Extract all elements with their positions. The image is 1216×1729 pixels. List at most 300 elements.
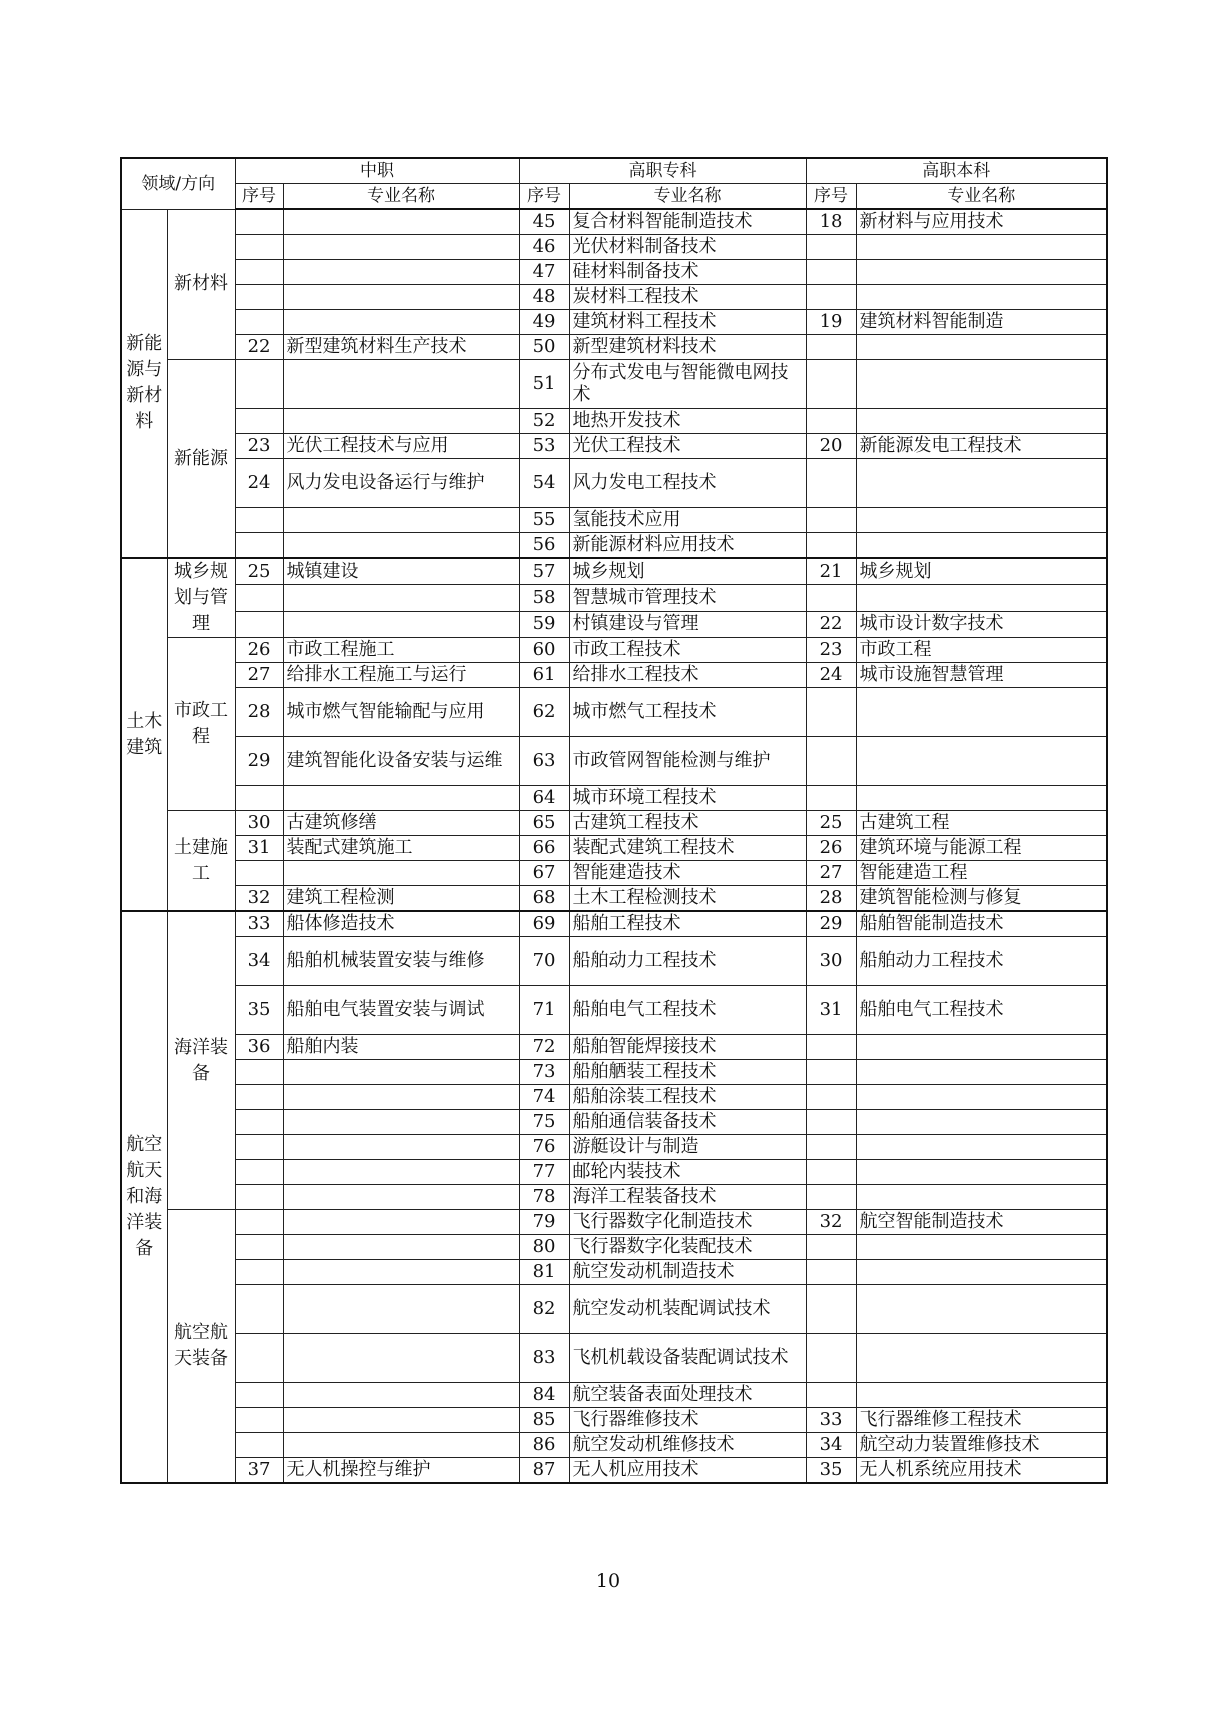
bk-seq bbox=[806, 459, 856, 508]
bk-name: 船舶动力工程技术 bbox=[856, 937, 1107, 986]
header-gaozhi-zhuanke: 高职专科 bbox=[519, 158, 806, 184]
bk-seq bbox=[806, 1185, 856, 1210]
gz-name: 光伏工程技术 bbox=[569, 434, 806, 459]
zz-name bbox=[283, 1408, 519, 1433]
bk-seq bbox=[806, 737, 856, 786]
gz-name: 船舶舾装工程技术 bbox=[569, 1060, 806, 1085]
gz-seq: 54 bbox=[519, 459, 569, 508]
zz-seq bbox=[235, 1085, 283, 1110]
gz-seq: 60 bbox=[519, 638, 569, 663]
bk-name bbox=[856, 1135, 1107, 1160]
gz-seq: 52 bbox=[519, 409, 569, 434]
zz-name: 光伏工程技术与应用 bbox=[283, 434, 519, 459]
zz-name: 古建筑修缮 bbox=[283, 811, 519, 836]
bk-seq bbox=[806, 1260, 856, 1285]
table-row bbox=[121, 285, 1107, 310]
zz-name bbox=[283, 360, 519, 409]
table-row bbox=[121, 911, 1107, 937]
zz-seq: 30 bbox=[235, 811, 283, 836]
gz-name: 村镇建设与管理 bbox=[569, 611, 806, 637]
zz-name bbox=[283, 1160, 519, 1185]
bk-name: 无人机系统应用技术 bbox=[856, 1458, 1107, 1484]
gz-seq: 66 bbox=[519, 836, 569, 861]
bk-seq: 27 bbox=[806, 861, 856, 886]
bk-name bbox=[856, 360, 1107, 409]
zz-seq: 32 bbox=[235, 886, 283, 912]
bk-seq bbox=[806, 335, 856, 360]
bk-seq: 30 bbox=[806, 937, 856, 986]
table-row bbox=[121, 811, 1107, 836]
table-row bbox=[121, 335, 1107, 360]
gz-name: 飞机机载设备装配调试技术 bbox=[569, 1334, 806, 1383]
table-row bbox=[121, 508, 1107, 533]
gz-seq: 71 bbox=[519, 986, 569, 1035]
header-row-2 bbox=[121, 184, 1107, 210]
zz-seq: 26 bbox=[235, 638, 283, 663]
zz-name: 无人机操控与维护 bbox=[283, 1458, 519, 1484]
gz-seq: 87 bbox=[519, 1458, 569, 1484]
gz-seq: 50 bbox=[519, 335, 569, 360]
zz-seq: 22 bbox=[235, 335, 283, 360]
gz-name: 航空发动机装配调试技术 bbox=[569, 1285, 806, 1334]
bk-name bbox=[856, 459, 1107, 508]
bk-seq bbox=[806, 1285, 856, 1334]
zz-name: 风力发电设备运行与维护 bbox=[283, 459, 519, 508]
zz-name bbox=[283, 1383, 519, 1408]
bk-name bbox=[856, 533, 1107, 559]
table-row bbox=[121, 1260, 1107, 1285]
bk-seq: 32 bbox=[806, 1210, 856, 1235]
bk-seq bbox=[806, 260, 856, 285]
zz-seq: 34 bbox=[235, 937, 283, 986]
zz-seq bbox=[235, 409, 283, 434]
table-row bbox=[121, 310, 1107, 335]
gz-seq: 63 bbox=[519, 737, 569, 786]
zz-seq: 37 bbox=[235, 1458, 283, 1484]
gz-seq: 49 bbox=[519, 310, 569, 335]
zz-name bbox=[283, 1185, 519, 1210]
zz-seq bbox=[235, 1160, 283, 1185]
bk-seq bbox=[806, 1160, 856, 1185]
bk-seq bbox=[806, 508, 856, 533]
zz-seq bbox=[235, 1433, 283, 1458]
bk-name: 新能源发电工程技术 bbox=[856, 434, 1107, 459]
domain-cell: 航空 航天 和海 洋装 备 bbox=[121, 911, 167, 1483]
gz-seq: 70 bbox=[519, 937, 569, 986]
zz-seq: 29 bbox=[235, 737, 283, 786]
zz-seq: 33 bbox=[235, 911, 283, 937]
bk-seq bbox=[806, 1110, 856, 1135]
gz-name: 航空发动机制造技术 bbox=[569, 1260, 806, 1285]
zz-name: 船舶内装 bbox=[283, 1035, 519, 1060]
bk-name bbox=[856, 285, 1107, 310]
gz-name: 地热开发技术 bbox=[569, 409, 806, 434]
zz-name bbox=[283, 508, 519, 533]
table-row bbox=[121, 836, 1107, 861]
bk-seq: 25 bbox=[806, 811, 856, 836]
zz-name bbox=[283, 1110, 519, 1135]
zz-name: 给排水工程施工与运行 bbox=[283, 663, 519, 688]
bk-name bbox=[856, 1285, 1107, 1334]
table-row bbox=[121, 585, 1107, 611]
header-name-gz: 专业名称 bbox=[569, 184, 806, 210]
bk-name bbox=[856, 1060, 1107, 1085]
bk-seq: 33 bbox=[806, 1408, 856, 1433]
zz-name bbox=[283, 585, 519, 611]
bk-name: 船舶智能制造技术 bbox=[856, 911, 1107, 937]
header-seq-gz: 序号 bbox=[519, 184, 569, 210]
zz-name bbox=[283, 861, 519, 886]
zz-name: 城市燃气智能输配与应用 bbox=[283, 688, 519, 737]
bk-name bbox=[856, 1260, 1107, 1285]
zz-seq: 35 bbox=[235, 986, 283, 1035]
zz-name bbox=[283, 1060, 519, 1085]
header-domain: 领域/方向 bbox=[121, 158, 235, 209]
zz-name bbox=[283, 533, 519, 559]
zz-seq bbox=[235, 1110, 283, 1135]
bk-name: 城乡规划 bbox=[856, 558, 1107, 585]
bk-name bbox=[856, 786, 1107, 811]
zz-seq bbox=[235, 360, 283, 409]
gz-seq: 73 bbox=[519, 1060, 569, 1085]
zz-seq bbox=[235, 235, 283, 260]
gz-seq: 59 bbox=[519, 611, 569, 637]
gz-name: 船舶通信装备技术 bbox=[569, 1110, 806, 1135]
table-row bbox=[121, 260, 1107, 285]
gz-name: 氢能技术应用 bbox=[569, 508, 806, 533]
table-row bbox=[121, 1334, 1107, 1383]
bk-seq bbox=[806, 1060, 856, 1085]
zz-name bbox=[283, 786, 519, 811]
zz-seq bbox=[235, 1210, 283, 1235]
bk-seq: 24 bbox=[806, 663, 856, 688]
gz-name: 智慧城市管理技术 bbox=[569, 585, 806, 611]
table-row bbox=[121, 360, 1107, 409]
zz-seq: 25 bbox=[235, 558, 283, 585]
zz-seq bbox=[235, 1285, 283, 1334]
gz-seq: 55 bbox=[519, 508, 569, 533]
gz-seq: 65 bbox=[519, 811, 569, 836]
zz-name bbox=[283, 209, 519, 235]
zz-seq bbox=[235, 260, 283, 285]
table-row bbox=[121, 1285, 1107, 1334]
bk-seq: 29 bbox=[806, 911, 856, 937]
bk-seq: 20 bbox=[806, 434, 856, 459]
table-row bbox=[121, 209, 1107, 235]
gz-seq: 62 bbox=[519, 688, 569, 737]
table-row bbox=[121, 434, 1107, 459]
bk-name: 市政工程 bbox=[856, 638, 1107, 663]
zz-seq bbox=[235, 861, 283, 886]
gz-name: 飞行器维修技术 bbox=[569, 1408, 806, 1433]
gz-name: 市政管网智能检测与维护 bbox=[569, 737, 806, 786]
bk-name bbox=[856, 1160, 1107, 1185]
zz-seq: 31 bbox=[235, 836, 283, 861]
bk-seq: 19 bbox=[806, 310, 856, 335]
zz-seq bbox=[235, 1185, 283, 1210]
gz-seq: 74 bbox=[519, 1085, 569, 1110]
gz-name: 海洋工程装备技术 bbox=[569, 1185, 806, 1210]
bk-seq bbox=[806, 1085, 856, 1110]
zz-seq bbox=[235, 508, 283, 533]
bk-name bbox=[856, 1383, 1107, 1408]
bk-name bbox=[856, 508, 1107, 533]
bk-name: 航空动力装置维修技术 bbox=[856, 1433, 1107, 1458]
gz-name: 城市燃气工程技术 bbox=[569, 688, 806, 737]
header-name-zz: 专业名称 bbox=[283, 184, 519, 210]
gz-name: 邮轮内装技术 bbox=[569, 1160, 806, 1185]
gz-seq: 46 bbox=[519, 235, 569, 260]
table-row bbox=[121, 1085, 1107, 1110]
gz-seq: 76 bbox=[519, 1135, 569, 1160]
gz-name: 船舶动力工程技术 bbox=[569, 937, 806, 986]
header-seq-zz: 序号 bbox=[235, 184, 283, 210]
domain-cell: 新能 源与 新材 料 bbox=[121, 209, 167, 558]
direction-cell: 城乡规 划与管 理 bbox=[167, 558, 235, 638]
bk-name bbox=[856, 737, 1107, 786]
direction-cell: 新能源 bbox=[167, 360, 235, 559]
gz-name: 新型建筑材料技术 bbox=[569, 335, 806, 360]
gz-seq: 68 bbox=[519, 886, 569, 912]
zz-seq bbox=[235, 285, 283, 310]
table-row bbox=[121, 459, 1107, 508]
gz-name: 飞行器数字化制造技术 bbox=[569, 1210, 806, 1235]
zz-seq bbox=[235, 1135, 283, 1160]
gz-seq: 56 bbox=[519, 533, 569, 559]
table-row bbox=[121, 1235, 1107, 1260]
bk-name bbox=[856, 335, 1107, 360]
bk-seq bbox=[806, 585, 856, 611]
table-row bbox=[121, 1458, 1107, 1484]
bk-name bbox=[856, 1334, 1107, 1383]
zz-name: 建筑智能化设备安装与运维 bbox=[283, 737, 519, 786]
gz-seq: 45 bbox=[519, 209, 569, 235]
zz-name bbox=[283, 1235, 519, 1260]
bk-seq: 34 bbox=[806, 1433, 856, 1458]
gz-name: 建筑材料工程技术 bbox=[569, 310, 806, 335]
gz-name: 新能源材料应用技术 bbox=[569, 533, 806, 559]
bk-seq bbox=[806, 533, 856, 559]
bk-name bbox=[856, 1035, 1107, 1060]
table-row bbox=[121, 688, 1107, 737]
gz-seq: 48 bbox=[519, 285, 569, 310]
direction-cell: 航空航 天装备 bbox=[167, 1210, 235, 1484]
table-row bbox=[121, 937, 1107, 986]
table-row bbox=[121, 1135, 1107, 1160]
bk-name bbox=[856, 585, 1107, 611]
bk-name: 航空智能制造技术 bbox=[856, 1210, 1107, 1235]
header-seq-bk: 序号 bbox=[806, 184, 856, 210]
table-row bbox=[121, 558, 1107, 585]
table-row bbox=[121, 235, 1107, 260]
gz-name: 船舶智能焊接技术 bbox=[569, 1035, 806, 1060]
table-row bbox=[121, 886, 1107, 912]
gz-name: 船舶工程技术 bbox=[569, 911, 806, 937]
direction-cell: 土建施 工 bbox=[167, 811, 235, 912]
bk-name bbox=[856, 235, 1107, 260]
zz-seq: 23 bbox=[235, 434, 283, 459]
zz-seq bbox=[235, 786, 283, 811]
bk-name: 船舶电气工程技术 bbox=[856, 986, 1107, 1035]
bk-seq: 21 bbox=[806, 558, 856, 585]
bk-seq: 35 bbox=[806, 1458, 856, 1484]
bk-name: 新材料与应用技术 bbox=[856, 209, 1107, 235]
gz-name: 炭材料工程技术 bbox=[569, 285, 806, 310]
zz-name: 船舶机械装置安装与维修 bbox=[283, 937, 519, 986]
gz-name: 游艇设计与制造 bbox=[569, 1135, 806, 1160]
bk-seq bbox=[806, 235, 856, 260]
zz-name: 船体修造技术 bbox=[283, 911, 519, 937]
header-name-bk: 专业名称 bbox=[856, 184, 1107, 210]
zz-name: 市政工程施工 bbox=[283, 638, 519, 663]
bk-seq bbox=[806, 1135, 856, 1160]
zz-name bbox=[283, 1135, 519, 1160]
gz-name: 智能建造技术 bbox=[569, 861, 806, 886]
bk-seq bbox=[806, 360, 856, 409]
bk-name: 建筑智能检测与修复 bbox=[856, 886, 1107, 912]
bk-seq bbox=[806, 285, 856, 310]
zz-seq bbox=[235, 585, 283, 611]
bk-seq: 18 bbox=[806, 209, 856, 235]
gz-name: 无人机应用技术 bbox=[569, 1458, 806, 1484]
zz-name bbox=[283, 611, 519, 637]
bk-name: 城市设计数字技术 bbox=[856, 611, 1107, 637]
gz-seq: 64 bbox=[519, 786, 569, 811]
gz-name: 风力发电工程技术 bbox=[569, 459, 806, 508]
table-row bbox=[121, 786, 1107, 811]
table-row bbox=[121, 1160, 1107, 1185]
gz-seq: 81 bbox=[519, 1260, 569, 1285]
bk-name: 建筑材料智能制造 bbox=[856, 310, 1107, 335]
zz-name bbox=[283, 1334, 519, 1383]
gz-name: 船舶涂装工程技术 bbox=[569, 1085, 806, 1110]
zz-name: 建筑工程检测 bbox=[283, 886, 519, 912]
bk-seq: 28 bbox=[806, 886, 856, 912]
zz-name bbox=[283, 409, 519, 434]
gz-name: 土木工程检测技术 bbox=[569, 886, 806, 912]
table-row bbox=[121, 1035, 1107, 1060]
zz-name bbox=[283, 235, 519, 260]
page-number: 10 bbox=[595, 1570, 621, 1592]
bk-name bbox=[856, 409, 1107, 434]
bk-seq bbox=[806, 1235, 856, 1260]
bk-name: 建筑环境与能源工程 bbox=[856, 836, 1107, 861]
bk-seq bbox=[806, 1035, 856, 1060]
zz-seq: 28 bbox=[235, 688, 283, 737]
zz-seq bbox=[235, 1260, 283, 1285]
gz-seq: 78 bbox=[519, 1185, 569, 1210]
table-row bbox=[121, 533, 1107, 559]
zz-seq bbox=[235, 1383, 283, 1408]
bk-seq bbox=[806, 409, 856, 434]
table-row bbox=[121, 1210, 1107, 1235]
table-row bbox=[121, 1185, 1107, 1210]
gz-name: 城市环境工程技术 bbox=[569, 786, 806, 811]
zz-name bbox=[283, 285, 519, 310]
bk-name bbox=[856, 1185, 1107, 1210]
zz-seq bbox=[235, 1334, 283, 1383]
bk-seq: 23 bbox=[806, 638, 856, 663]
gz-seq: 79 bbox=[519, 1210, 569, 1235]
zz-name bbox=[283, 1285, 519, 1334]
zz-name bbox=[283, 1433, 519, 1458]
table-row bbox=[121, 737, 1107, 786]
table-row bbox=[121, 611, 1107, 637]
gz-name: 给排水工程技术 bbox=[569, 663, 806, 688]
zz-name: 城镇建设 bbox=[283, 558, 519, 585]
header-gaozhi-benke: 高职本科 bbox=[806, 158, 1107, 184]
gz-seq: 69 bbox=[519, 911, 569, 937]
table-row bbox=[121, 986, 1107, 1035]
gz-seq: 51 bbox=[519, 360, 569, 409]
table-row bbox=[121, 1110, 1107, 1135]
table-row bbox=[121, 1383, 1107, 1408]
gz-seq: 80 bbox=[519, 1235, 569, 1260]
table-row bbox=[121, 861, 1107, 886]
bk-name bbox=[856, 1085, 1107, 1110]
gz-seq: 86 bbox=[519, 1433, 569, 1458]
table-row bbox=[121, 638, 1107, 663]
table-row bbox=[121, 1408, 1107, 1433]
direction-cell: 海洋装 备 bbox=[167, 911, 235, 1210]
header-row-1 bbox=[121, 158, 1107, 184]
zz-name bbox=[283, 1260, 519, 1285]
bk-name bbox=[856, 1110, 1107, 1135]
gz-name: 航空装备表面处理技术 bbox=[569, 1383, 806, 1408]
gz-seq: 82 bbox=[519, 1285, 569, 1334]
bk-name bbox=[856, 688, 1107, 737]
gz-name: 硅材料制备技术 bbox=[569, 260, 806, 285]
table-row bbox=[121, 1060, 1107, 1085]
gz-seq: 85 bbox=[519, 1408, 569, 1433]
zz-name bbox=[283, 260, 519, 285]
bk-seq bbox=[806, 1334, 856, 1383]
zz-seq bbox=[235, 611, 283, 637]
zz-seq: 24 bbox=[235, 459, 283, 508]
gz-seq: 84 bbox=[519, 1383, 569, 1408]
bk-name: 古建筑工程 bbox=[856, 811, 1107, 836]
zz-seq bbox=[235, 1408, 283, 1433]
zz-seq bbox=[235, 533, 283, 559]
gz-seq: 83 bbox=[519, 1334, 569, 1383]
gz-name: 复合材料智能制造技术 bbox=[569, 209, 806, 235]
zz-name bbox=[283, 1210, 519, 1235]
gz-seq: 57 bbox=[519, 558, 569, 585]
direction-cell: 新材料 bbox=[167, 209, 235, 360]
zz-seq bbox=[235, 310, 283, 335]
gz-seq: 72 bbox=[519, 1035, 569, 1060]
gz-seq: 47 bbox=[519, 260, 569, 285]
bk-name bbox=[856, 1235, 1107, 1260]
zz-name: 船舶电气装置安装与调试 bbox=[283, 986, 519, 1035]
bk-name bbox=[856, 260, 1107, 285]
gz-seq: 67 bbox=[519, 861, 569, 886]
direction-cell: 市政工 程 bbox=[167, 638, 235, 811]
zz-seq bbox=[235, 209, 283, 235]
gz-name: 航空发动机维修技术 bbox=[569, 1433, 806, 1458]
gz-name: 光伏材料制备技术 bbox=[569, 235, 806, 260]
zz-seq bbox=[235, 1060, 283, 1085]
gz-seq: 77 bbox=[519, 1160, 569, 1185]
zz-seq bbox=[235, 1235, 283, 1260]
bk-seq bbox=[806, 688, 856, 737]
zz-name bbox=[283, 1085, 519, 1110]
table-row bbox=[121, 1433, 1107, 1458]
table-row bbox=[121, 409, 1107, 434]
bk-name: 智能建造工程 bbox=[856, 861, 1107, 886]
bk-seq bbox=[806, 786, 856, 811]
bk-seq: 22 bbox=[806, 611, 856, 637]
